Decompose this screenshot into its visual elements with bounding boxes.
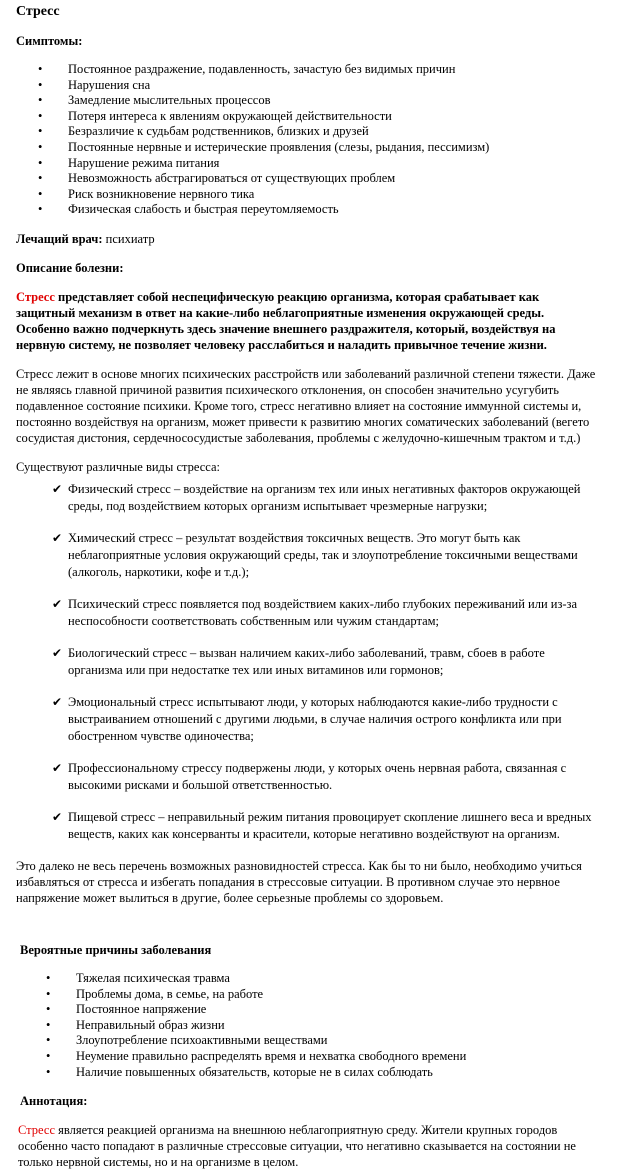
bullet-icon: • <box>46 1002 51 1017</box>
bullet-icon: • <box>46 970 51 985</box>
description-heading: Описание болезни: <box>16 260 124 275</box>
list-item: • Нарушения сна <box>38 77 151 92</box>
list-item: ✔ Химический стресс – результат воздействия токсичных веществ. Это могут быть как неблагоприятные условия окружающий среды, так и злоупотребление токсичными веществами (алкоголь, наркотики, кофе и т.д.); <box>52 530 578 579</box>
list-item: • Безразличие к судьбам родственников, близких и друзей <box>38 124 369 139</box>
list-item: • Проблемы дома, в семье, на работе <box>46 986 264 1001</box>
causes-list <box>16 971 601 1080</box>
annotation-heading: Аннотация: <box>20 1094 88 1109</box>
intro-text: представляет собой неспецифическую реакцию организма, которая срабатывает как защитный механизм в ответ на какие-либо неблагоприятные изменения окружающей среды. Особенно важно подчеркнуть здесь значение внешнего раздражителя, который, воздействуя на нервную систему, не позволяет человеку расслабиться и наладить привычное течение жизни. <box>16 289 556 352</box>
list-item: • Замедление мыслительных процессов <box>38 93 271 108</box>
bullet-icon: • <box>38 62 43 76</box>
page-title: Стресс <box>16 4 60 19</box>
list-item: • Постоянное напряжение <box>46 1002 207 1017</box>
list-item: • Неумение правильно распределять время и нехватка свободного времени <box>46 1048 467 1063</box>
checkmark-icon: ✔ <box>52 645 63 660</box>
list-item: ✔ Эмоциональный стресс испытывают люди, у которых наблюдаются какие-либо трудности с выстраиванием отношений с другими людьми, в случае наличия острого конфликта или при обостренном чувстве одиночества; <box>52 694 562 743</box>
list-item: • Физическая слабость и быстрая переутомляемость <box>38 202 339 217</box>
bullet-icon: • <box>38 186 43 201</box>
list-item: • Постоянное раздражение, подавленность, зачастую без видимых причин <box>38 62 456 76</box>
list-item: • Постоянные нервные и истерические проявления (слезы, рыдания, пессимизм) <box>38 139 490 154</box>
checkmark-icon: ✔ <box>52 530 63 545</box>
bullet-icon: • <box>38 171 43 186</box>
list-item: • Тяжелая психическая травма <box>46 970 230 985</box>
checkmark-icon: ✔ <box>52 596 63 611</box>
bullet-icon: • <box>38 124 43 139</box>
list-item: ✔ Пищевой стресс – неправильный режим питания провоцирует скопление лишнего веса и вредных веществ, каких как консерванты и красители, которые негативно воздействуют на организм. <box>52 809 592 841</box>
checkmark-icon: ✔ <box>52 481 63 496</box>
list-item: • Нарушение режима питания <box>38 155 220 170</box>
causes-heading: Вероятные причины заболевания <box>20 942 212 957</box>
intro-paragraph <box>16 289 601 353</box>
paragraph-summary: Это далеко не весь перечень возможных разновидностей стресса. Как бы то ни было, необходимо учиться избавляться от стресса и избегать попадания в стрессовые ситуации. В противном случае это нервное напряжение может вылиться в другие, более серьезные проблемы со здоровьем. <box>16 858 582 905</box>
bullet-icon: • <box>38 108 43 123</box>
bullet-icon: • <box>46 986 51 1001</box>
list-item: ✔ Психический стресс появляется под воздействием каких-либо глубоких переживаний или из-за неспособности соответствовать собственным или чужим стандартам; <box>52 596 578 628</box>
annotation-text: является реакцией организма на внешнюю неблагоприятную среду. Жители крупных городов особенно часто попадают в различные стрессовые ситуации, что негативно сказывается на состоянии не только нервной системы, но и на организме в целом. <box>18 1123 576 1170</box>
bullet-icon: • <box>38 77 43 92</box>
list-item: ✔ Профессиональному стрессу подвержены люди, у которых очень нервная работа, связанная с высокими рисками и большой ответственностью. <box>52 760 567 792</box>
list-item: ✔ Биологический стресс – вызван наличием каких-либо заболеваний, травм, сбоев в работе организма или при недостатке тех или иных витаминов или гормонов; <box>52 645 545 677</box>
list-item: • Наличие повышенных обязательств, которые не в силах соблюдать <box>46 1064 433 1079</box>
bullet-icon: • <box>46 1048 51 1063</box>
list-item: • Потеря интереса к явлениям окружающей действительности <box>38 108 392 123</box>
paragraph-stress-basis: Стресс лежит в основе многих психических расстройств или заболеваний различной степени тяжести. Даже не являясь главной причиной развития психического отклонения, он способен значительно усугубить подавленное состояние психики. Кроме того, стресс негативно влияет на состояние иммунной системы и, постоянно воздействуя на организм, может привести к развитию многих соматических заболеваний (вегето сосудистая дистония, сердечнососудистые заболевания, проблемы с желудочно-кишечным трактом и т.д.) <box>16 366 596 445</box>
bullet-icon: • <box>38 139 43 154</box>
doctor-line <box>16 231 601 247</box>
list-item: • Риск возникновение нервного тика <box>38 186 255 201</box>
doctor-value: психиатр <box>102 231 155 246</box>
bullet-icon: • <box>46 1064 51 1079</box>
checkmark-icon: ✔ <box>52 809 63 824</box>
doctor-label: Лечащий врач: <box>16 231 103 246</box>
stress-types-list <box>16 481 601 843</box>
types-intro: Существуют различные виды стресса: <box>16 459 220 474</box>
checkmark-icon: ✔ <box>52 694 63 709</box>
list-item: • Злоупотребление психоактивными веществами <box>46 1033 328 1048</box>
bullet-icon: • <box>38 155 43 170</box>
list-item: • Невозможность абстрагироваться от существующих проблем <box>38 171 396 186</box>
symptoms-list <box>16 62 601 218</box>
checkmark-icon: ✔ <box>52 760 63 775</box>
list-item: • Неправильный образ жизни <box>46 1017 225 1032</box>
list-item: ✔ Физический стресс – воздействие на организм тех или иных негативных факторов окружающей среды, под воздействием которых организм испытывает чрезмерные нагрузки; <box>52 481 581 513</box>
bullet-icon: • <box>46 1033 51 1048</box>
bullet-icon: • <box>38 202 43 217</box>
annotation-paragraph <box>16 1122 601 1170</box>
bullet-icon: • <box>38 93 43 108</box>
annotation-keyword: Стресс <box>18 1123 55 1138</box>
bullet-icon: • <box>46 1017 51 1032</box>
symptoms-heading: Симптомы: <box>16 34 83 48</box>
intro-keyword: Стресс <box>16 289 55 304</box>
